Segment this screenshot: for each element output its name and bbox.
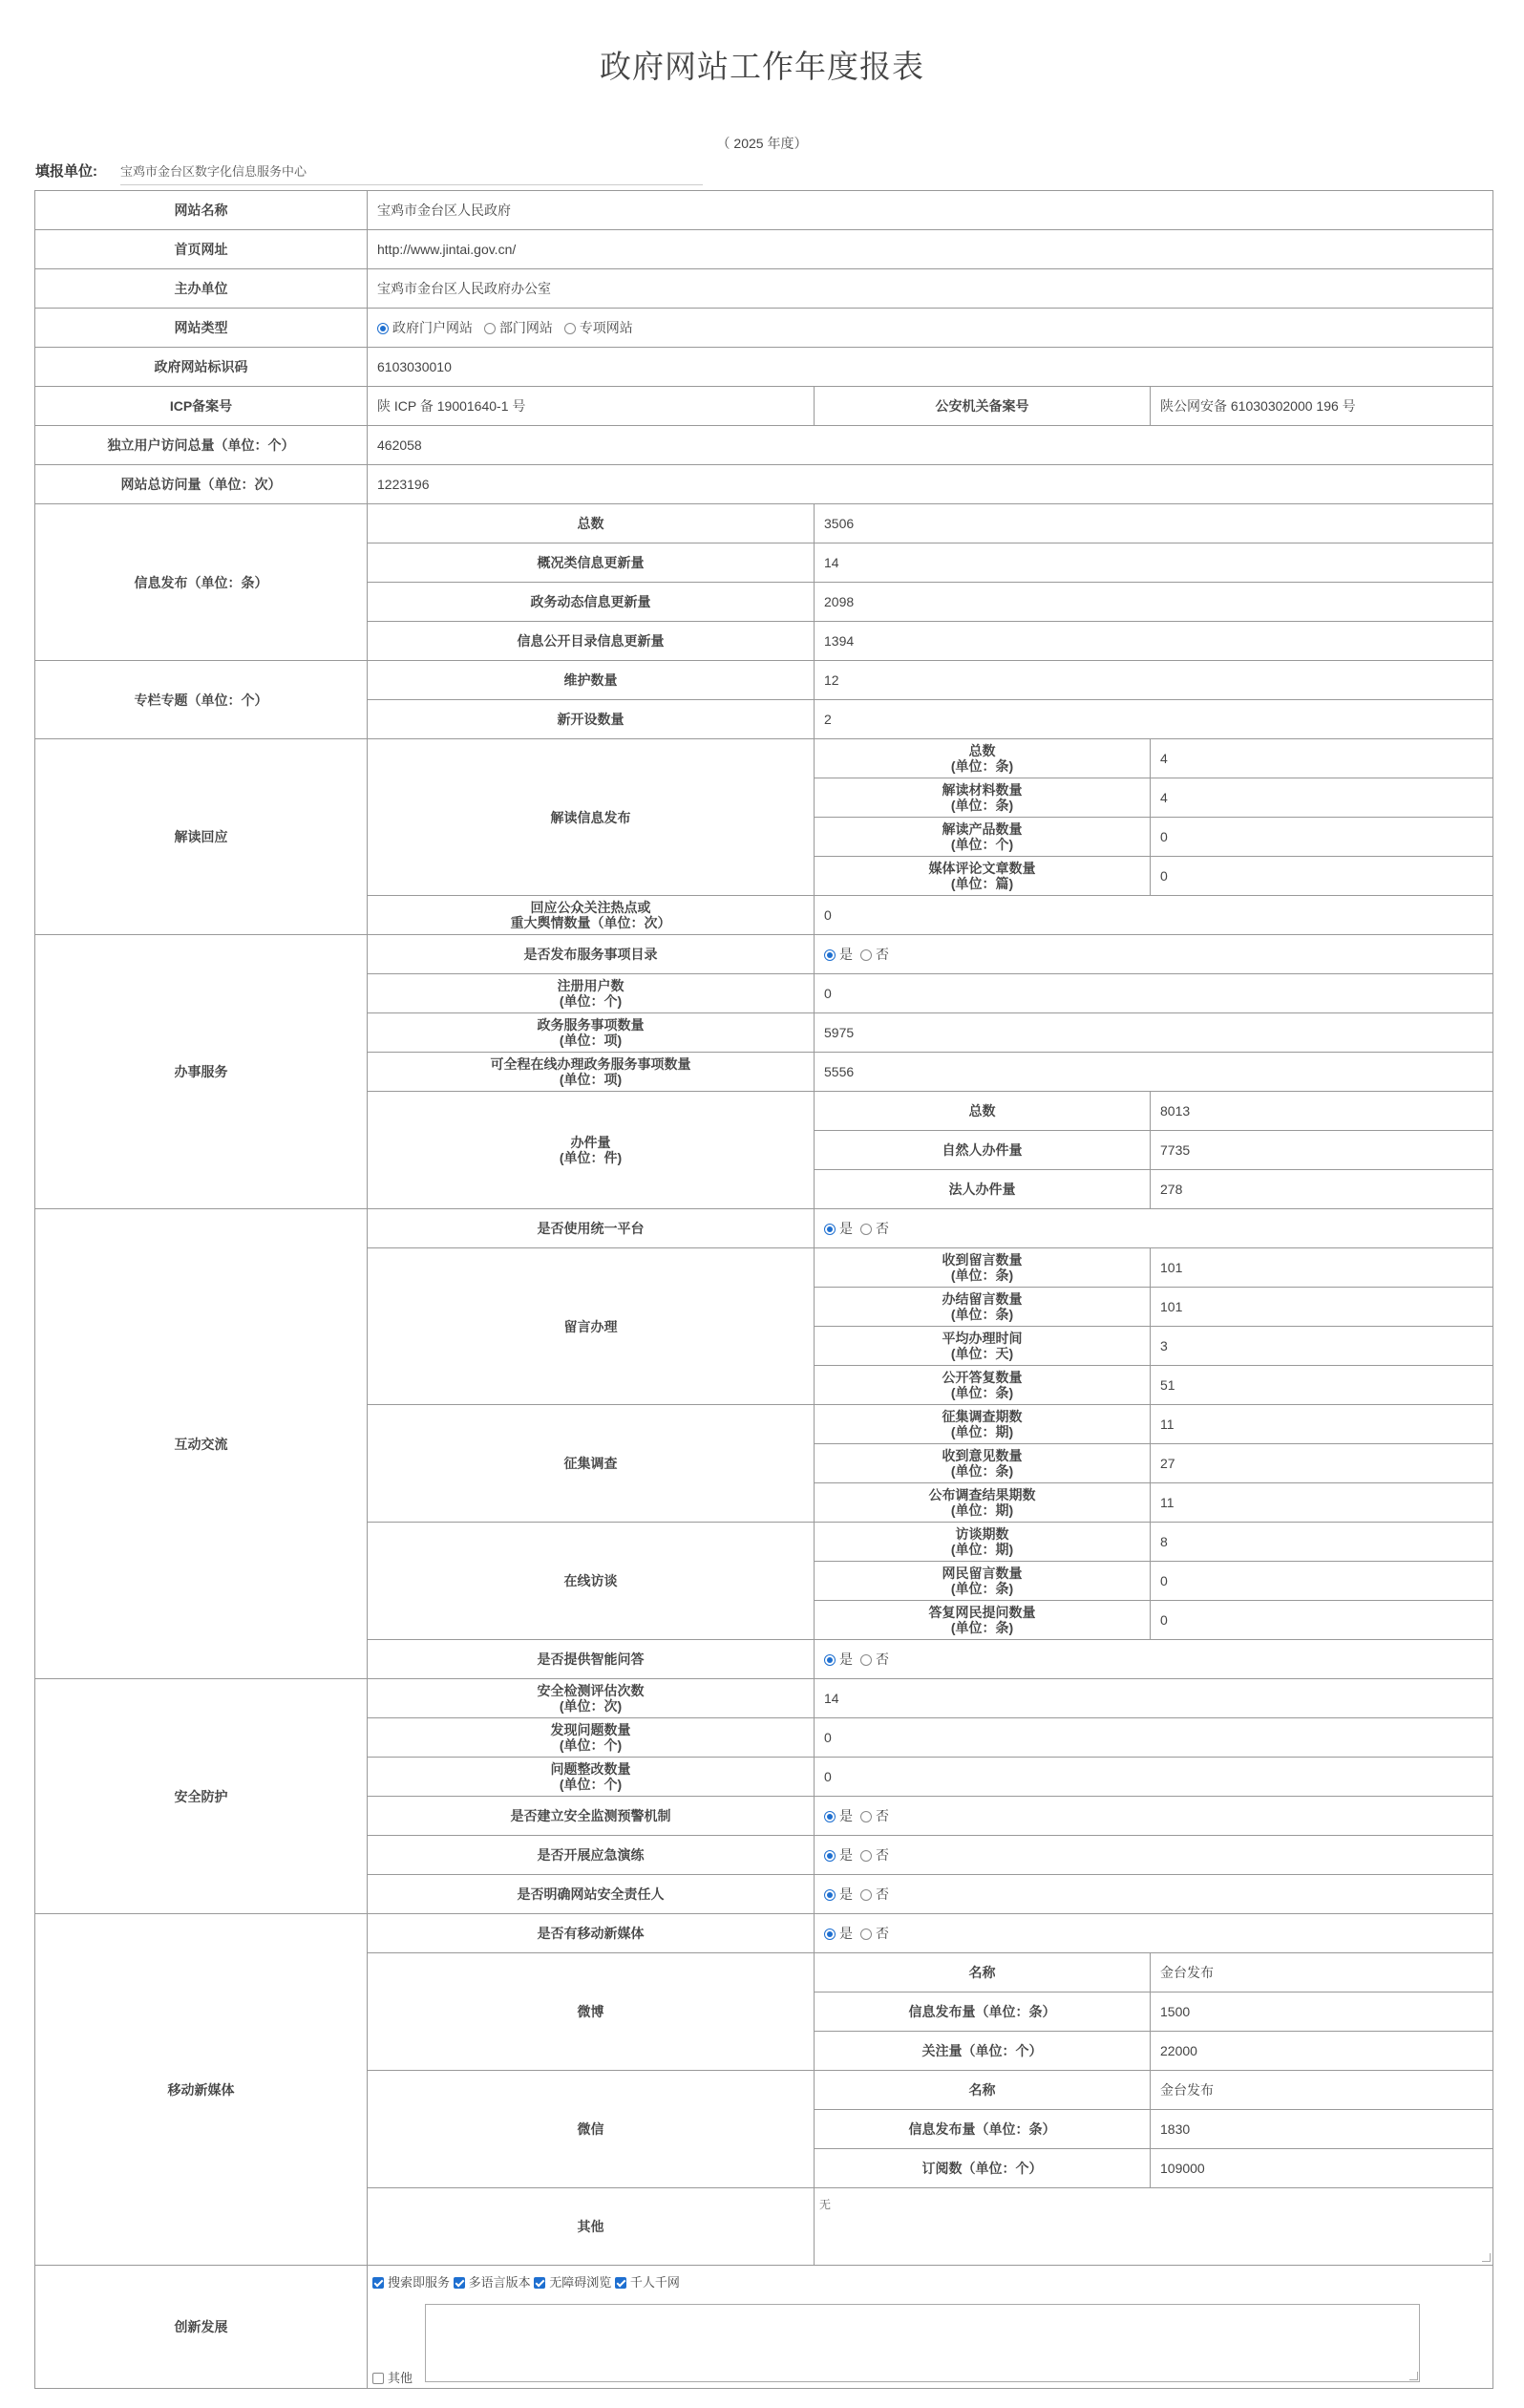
interaction-label: 互动交流 [35,1209,368,1679]
msg-received-value[interactable]: 101 [1151,1248,1493,1288]
sec-checks-value[interactable]: 14 [815,1679,1493,1718]
service-online-value[interactable]: 5556 [815,1053,1493,1092]
msg-public-label: 公开答复数量 (单位：条) [815,1366,1151,1405]
media-other-cell [815,2188,1493,2266]
table-row [35,465,1493,504]
wechat-name-label: 名称 [815,2071,1151,2110]
innovation-other-checkbox[interactable] [372,2373,384,2384]
columns-new-value[interactable]: 2 [815,700,1493,739]
info-release-label: 信息发布（单位：条） [35,504,368,661]
cases-person-label: 自然人办件量 [815,1131,1151,1170]
interpret-total-value[interactable]: 4 [1151,739,1493,778]
smart-qa-no-radio[interactable] [860,1654,872,1666]
msg-public-value[interactable]: 51 [1151,1366,1493,1405]
columns-label: 专栏专题（单位：个） [35,661,368,739]
sec-responsible-no-radio[interactable] [860,1889,872,1901]
msg-avg-time-value[interactable]: 3 [1151,1327,1493,1366]
sponsor-label: 主办单位 [35,269,368,309]
search-service-label: 搜索即服务 [388,2275,451,2290]
interpret-media-value[interactable]: 0 [1151,857,1493,896]
info-open-value[interactable]: 1394 [815,622,1493,661]
weibo-posts-value[interactable]: 1500 [1151,1992,1493,2032]
survey-periods-label: 征集调查期数 (单位：期) [815,1405,1151,1444]
site-type-label: 网站类型 [35,309,368,348]
columns-maintain-value[interactable]: 12 [815,661,1493,700]
service-publish-yes-radio[interactable] [824,949,836,961]
info-overview-label: 概况类信息更新量 [368,543,815,583]
msg-received-label: 收到留言数量 (单位：条) [815,1248,1151,1288]
table-row [35,661,1493,700]
site-type-special-label: 专项网站 [579,320,633,335]
interpret-media-label: 媒体评论文章数量 (单位：篇) [815,857,1151,896]
interpret-material-label: 解读材料数量 (单位：条) [815,778,1151,818]
site-type-portal-label: 政府门户网站 [392,320,473,335]
service-registered-value[interactable]: 0 [815,974,1493,1013]
police-value[interactable]: 陕公网安备 61030302000 196 号 [1151,387,1493,426]
interview-answers-label: 答复网民提问数量 (单位：条) [815,1601,1151,1640]
sec-drill-no-radio[interactable] [860,1850,872,1862]
sec-fixed-value[interactable]: 0 [815,1758,1493,1797]
site-type-special-radio[interactable] [564,323,576,334]
icp-label: ICP备案号 [35,387,368,426]
fill-unit [35,160,703,185]
interpret-total-label: 总数 (单位：条) [815,739,1151,778]
site-id-value[interactable]: 6103030010 [368,348,1493,387]
multilang-checkbox[interactable] [454,2277,465,2289]
service-publish-radio-group: 是 否 [815,935,1493,974]
personalized-label: 千人千网 [629,2275,680,2290]
search-service-checkbox[interactable] [372,2277,384,2289]
site-type-portal-radio[interactable] [377,323,389,334]
media-other-textarea[interactable] [819,2189,1492,2264]
unified-yes-radio[interactable] [824,1224,836,1235]
uv-label: 独立用户访问总量（单位：个） [35,426,368,465]
columns-maintain-label: 维护数量 [368,661,815,700]
pv-label: 网站总访问量（单位：次） [35,465,368,504]
interpret-material-value[interactable]: 4 [1151,778,1493,818]
interpret-label: 解读回应 [35,739,368,935]
media-has-yes-radio[interactable] [824,1929,836,1940]
smart-qa-radio-group: 是 否 [815,1640,1493,1679]
weibo-name-value[interactable]: 金台发布 [1151,1953,1493,1992]
sec-responsible-yes-radio[interactable] [824,1889,836,1901]
sec-monitor-radio-group: 是 否 [815,1797,1493,1836]
multilang-label: 多语言版本 [468,2275,531,2290]
table-row [35,426,1493,465]
service-label: 办事服务 [35,935,368,1209]
table-row [35,504,1493,543]
pv-value[interactable]: 1223196 [368,465,1493,504]
survey-results-value[interactable]: 11 [1151,1483,1493,1523]
columns-new-label: 新开设数量 [368,700,815,739]
table-row [35,2266,1493,2389]
sec-drill-yes-radio[interactable] [824,1850,836,1862]
survey-results-label: 公布调查结果期数 (单位：期) [815,1483,1151,1523]
interview-answers-value[interactable]: 0 [1151,1601,1493,1640]
info-overview-value[interactable]: 14 [815,543,1493,583]
wechat-posts-value[interactable]: 1830 [1151,2110,1493,2149]
accessibility-label: 无障碍浏览 [549,2275,612,2290]
smart-qa-label: 是否提供智能问答 [368,1640,815,1679]
page-title: 政府网站工作年度报表 [600,49,924,84]
info-news-value[interactable]: 2098 [815,583,1493,622]
service-items-value[interactable]: 5975 [815,1013,1493,1053]
site-type-radio-group [368,309,1493,348]
media-other-value: 无 [819,2198,832,2211]
table-row [35,1914,1493,1953]
weibo-name-label: 名称 [815,1953,1151,1992]
unified-platform-label: 是否使用统一平台 [368,1209,815,1248]
police-label: 公安机关备案号 [815,387,1151,426]
sec-monitor-no-radio[interactable] [860,1811,872,1822]
interview-messages-value[interactable]: 0 [1151,1562,1493,1601]
msg-closed-label: 办结留言数量 (单位：条) [815,1288,1151,1327]
service-publish-label: 是否发布服务事项目录 [368,935,815,974]
cases-legal-value[interactable]: 278 [1151,1170,1493,1209]
innovation-other [372,2371,413,2386]
sec-fixed-label: 问题整改数量 (单位：个) [368,1758,815,1797]
smart-qa-yes-radio[interactable] [824,1654,836,1666]
sec-responsible-label: 是否明确网站安全责任人 [368,1875,815,1914]
info-total-value[interactable]: 3506 [815,504,1493,543]
weibo-followers-label: 关注量（单位：个） [815,2032,1151,2071]
wechat-name-value[interactable]: 金台发布 [1151,2071,1493,2110]
resize-grip-icon[interactable] [1482,2253,1491,2262]
service-online-label: 可全程在线办理政务服务事项数量 (单位：项) [368,1053,815,1092]
homepage-label: 首页网址 [35,230,368,269]
service-cases-label: 办件量 (单位：件) [368,1092,815,1209]
table-row [35,269,1493,309]
icp-value[interactable]: 陕 ICP 备 19001640-1 号 [368,387,815,426]
site-type-department-radio[interactable] [484,323,496,334]
interpret-product-label: 解读产品数量 (单位：个) [815,818,1151,857]
sec-monitor-yes-radio[interactable] [824,1811,836,1822]
table-row [35,387,1493,426]
fill-unit-value[interactable]: 宝鸡市金台区数字化信息服务中心 [120,161,703,185]
interview-periods-label: 访谈期数 (单位：期) [815,1523,1151,1562]
sec-monitor-label: 是否建立安全监测预警机制 [368,1797,815,1836]
interpret-product-value[interactable]: 0 [1151,818,1493,857]
table-row [35,1209,1493,1248]
media-has-no-radio[interactable] [860,1929,872,1940]
innovation-label: 创新发展 [35,2266,368,2389]
innovation-cell [368,2266,1493,2389]
survey-periods-value[interactable]: 11 [1151,1405,1493,1444]
interpret-respond-value[interactable]: 0 [815,896,1493,935]
unified-platform-radio-group: 是 否 [815,1209,1493,1248]
cases-total-label: 总数 [815,1092,1151,1131]
survey-opinions-value[interactable]: 27 [1151,1444,1493,1483]
weibo-label: 微博 [368,1953,815,2071]
wechat-label: 微信 [368,2071,815,2188]
innovation-other-label: 其他 [388,2371,413,2385]
report-table [34,190,1493,2389]
table-row [35,230,1493,269]
fill-unit-label: 填报单位: [35,163,97,180]
sec-checks-label: 安全检测评估次数 (单位：次) [368,1679,815,1718]
table-row [35,1679,1493,1718]
survey-label: 征集调查 [368,1405,815,1523]
sec-drill-label: 是否开展应急演练 [368,1836,815,1875]
info-total-label: 总数 [368,504,815,543]
innovation-options [372,2275,680,2291]
msg-closed-value[interactable]: 101 [1151,1288,1493,1327]
service-registered-label: 注册用户数 (单位：个) [368,974,815,1013]
wechat-subscribers-label: 订阅数（单位：个） [815,2149,1151,2188]
sec-found-value[interactable]: 0 [815,1718,1493,1758]
site-type-department-label: 部门网站 [498,320,553,335]
service-items-label: 政务服务事项数量 (单位：项) [368,1013,815,1053]
interview-label: 在线访谈 [368,1523,815,1640]
table-row [35,348,1493,387]
sponsor-value[interactable]: 宝鸡市金台区人民政府办公室 [368,269,1493,309]
innovation-other-textarea[interactable] [425,2304,1420,2382]
interpret-respond-label: 回应公众关注热点或 重大舆情数量（单位：次） [368,896,815,935]
accessibility-checkbox[interactable] [534,2277,545,2289]
msg-avg-time-label: 平均办理时间 (单位：天) [815,1327,1151,1366]
table-row [35,309,1493,348]
info-news-label: 政务动态信息更新量 [368,583,815,622]
media-other-label: 其他 [368,2188,815,2266]
cases-legal-label: 法人办件量 [815,1170,1151,1209]
table-row [35,191,1493,230]
media-label: 移动新媒体 [35,1914,368,2266]
uv-value[interactable]: 462058 [368,426,1493,465]
weibo-followers-value[interactable]: 22000 [1151,2032,1493,2071]
interpret-sub-label: 解读信息发布 [368,739,815,896]
security-label: 安全防护 [35,1679,368,1914]
sec-found-label: 发现问题数量 (单位：个) [368,1718,815,1758]
sec-drill-radio-group: 是 否 [815,1836,1493,1875]
unified-no-radio[interactable] [860,1224,872,1235]
wechat-posts-label: 信息发布量（单位：条） [815,2110,1151,2149]
sec-responsible-radio-group: 是 否 [815,1875,1493,1914]
weibo-posts-label: 信息发布量（单位：条） [815,1992,1151,2032]
media-has-radio-group: 是 否 [815,1914,1493,1953]
table-row [35,739,1493,778]
personalized-checkbox[interactable] [615,2277,626,2289]
media-has-label: 是否有移动新媒体 [368,1914,815,1953]
service-publish-no-radio[interactable] [860,949,872,961]
homepage-value[interactable]: http://www.jintai.gov.cn/ [368,230,1493,269]
interview-periods-value[interactable]: 8 [1151,1523,1493,1562]
report-year: （ 2025 年度） [716,136,808,151]
site-name-value[interactable]: 宝鸡市金台区人民政府 [368,191,1493,230]
site-id-label: 政府网站标识码 [35,348,368,387]
interview-messages-label: 网民留言数量 (单位：条) [815,1562,1151,1601]
cases-person-value[interactable]: 7735 [1151,1131,1493,1170]
messages-label: 留言办理 [368,1248,815,1405]
wechat-subscribers-value[interactable]: 109000 [1151,2149,1493,2188]
resize-grip-icon[interactable] [1409,2372,1418,2380]
cases-total-value[interactable]: 8013 [1151,1092,1493,1131]
survey-opinions-label: 收到意见数量 (单位：条) [815,1444,1151,1483]
site-name-label: 网站名称 [35,191,368,230]
info-open-label: 信息公开目录信息更新量 [368,622,815,661]
table-row [35,935,1493,974]
